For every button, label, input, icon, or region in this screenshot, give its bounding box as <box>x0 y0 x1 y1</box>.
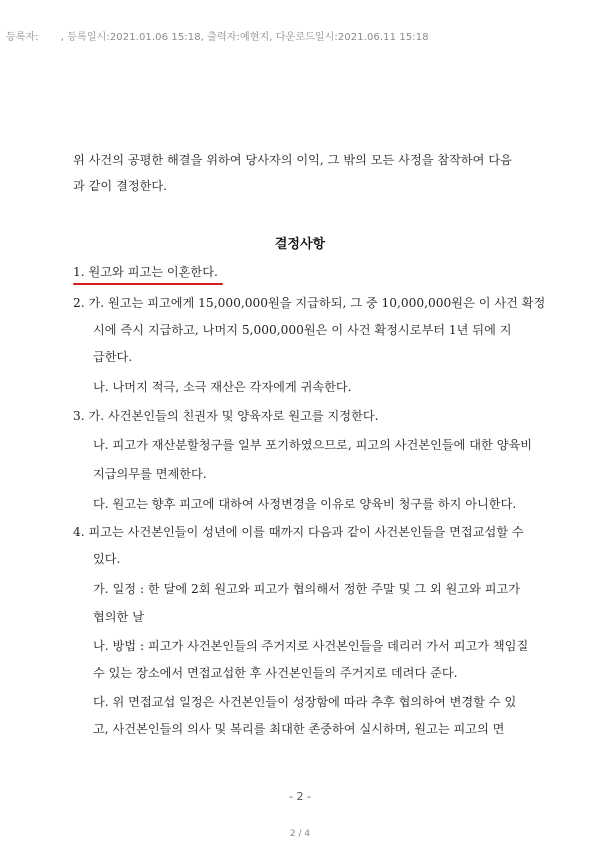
item-4a-line-1: 가. 일정 : 한 달에 2회 원고와 피고가 협의해서 정한 주말 및 그 외 원고와 피고가 <box>93 582 521 596</box>
item-4-line-1: 4. 피고는 사건본인들이 성년에 이를 때까지 다음과 같이 사건본인들을 면접교섭할 수 <box>73 525 524 539</box>
section-title: 결정사항 <box>274 237 326 252</box>
registrant-label: 등록자: <box>6 32 39 43</box>
item-3b-line-1: 나. 피고가 재산분할청구를 일부 포기하였으므로, 피고의 사건본인들에 대한 양육비 <box>93 438 533 452</box>
document-header <box>6 28 429 43</box>
item-4c-line-2: 고, 사건본인들의 의사 및 복리를 최대한 존중하여 실시하며, 원고는 피고의 면 <box>93 722 505 736</box>
item-3b-line-2: 지급의무를 면제한다. <box>93 467 207 481</box>
page-count: 2 / 4 <box>289 829 311 839</box>
item-2a-line-2: 시에 즉시 지급하고, 나머지 5,000,000원은 이 사건 확정시로부터 1년 뒤에 지 <box>93 323 512 337</box>
page-number: - 2 - <box>289 790 311 803</box>
item-4b-line-1: 나. 방법 : 피고가 사건본인들의 주거지로 사건본인들을 데리러 가서 피고가 책임질 <box>93 639 529 653</box>
intro-line-1: 위 사건의 공평한 해결을 위하여 당사자의 이익, 그 밖의 모든 사정을 참작하여 다음 <box>73 153 512 167</box>
item-2a-line-1: 2. 가. 원고는 피고에게 15,000,000원을 지급하되, 그 중 10,000,000원은 이 사건 확정 <box>73 296 546 310</box>
item-1: 1. 원고와 피고는 이혼한다. <box>73 265 218 279</box>
item-2a-line-3: 급한다. <box>93 350 133 364</box>
item-3c: 다. 원고는 향후 피고에 대하여 사정변경을 이유로 양육비 청구를 하지 아니한다. <box>93 497 517 511</box>
intro-line-2: 과 같이 결정한다. <box>73 179 168 193</box>
item-4b-line-2: 수 있는 장소에서 면접교섭한 후 사건본인들의 주거지로 데려다 준다. <box>93 666 458 680</box>
item-4a-line-2: 협의한 날 <box>93 610 144 624</box>
item-4-line-2: 있다. <box>93 552 121 566</box>
item-3a: 3. 가. 사건본인들의 친권자 및 양육자로 원고를 지정한다. <box>73 409 379 423</box>
red-underline-mark <box>73 283 223 285</box>
registration-info: , 등록일시:2021.01.06 15:18, 출력자:예현지, 다운로드일시:2021.06.11 15:18 <box>60 32 429 43</box>
item-4c-line-1: 다. 위 면접교섭 일정은 사건본인들이 성장함에 따라 추후 협의하여 변경할 수 있 <box>93 695 517 709</box>
item-2b: 나. 나머지 적극, 소극 재산은 각자에게 귀속한다. <box>93 380 352 394</box>
